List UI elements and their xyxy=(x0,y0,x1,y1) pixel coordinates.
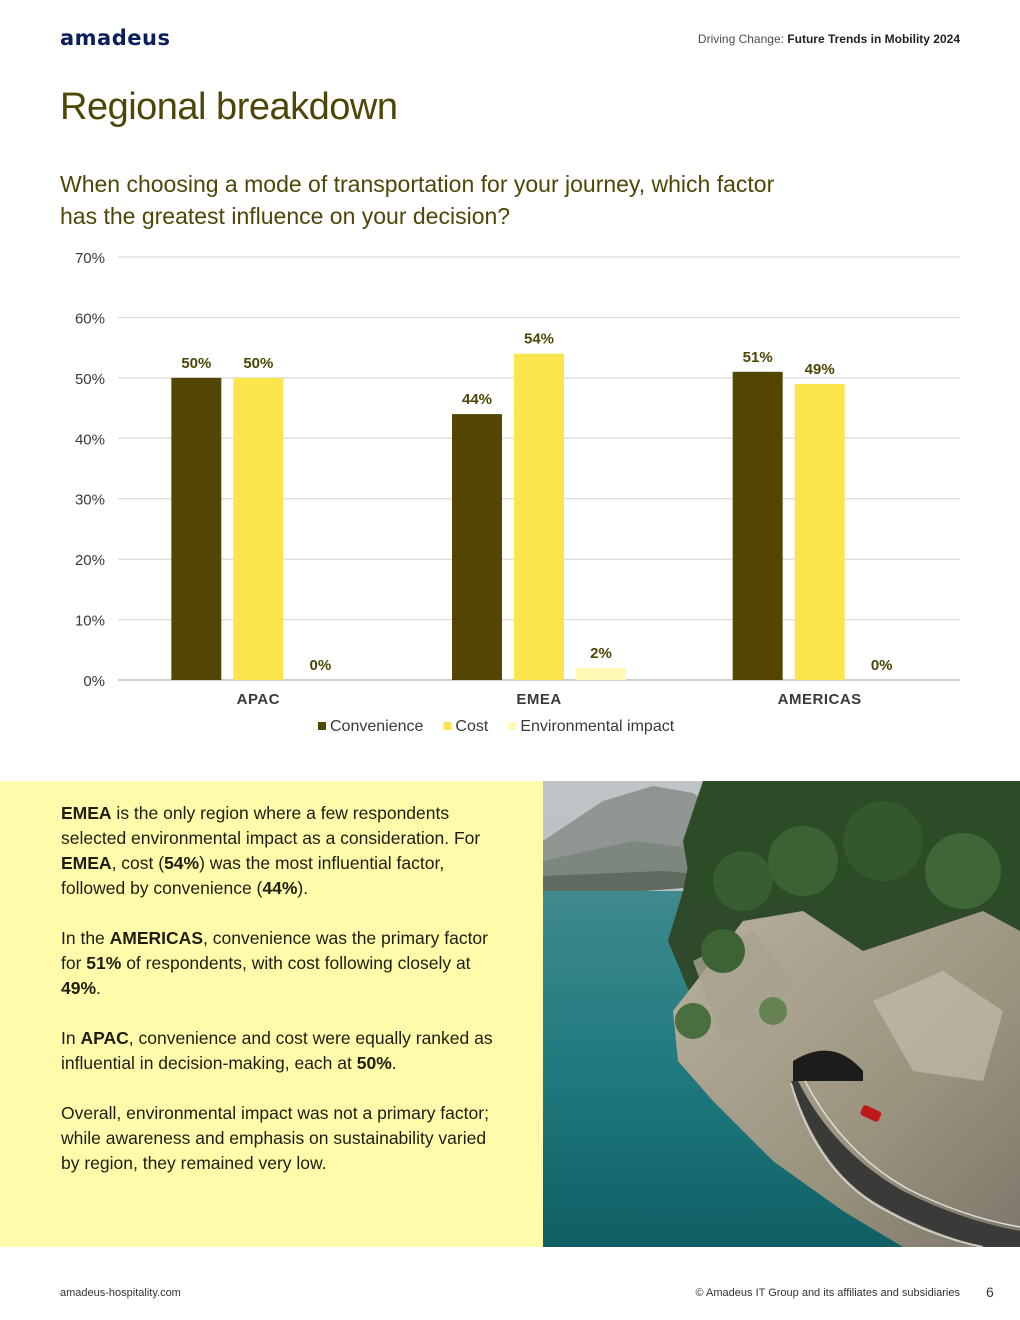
bar-chart xyxy=(40,240,1000,770)
data-label: 0% xyxy=(870,657,893,674)
data-label: 2% xyxy=(590,644,612,662)
data-label: 0% xyxy=(309,657,332,674)
copyright: © Amadeus IT Group and its affiliates and subsidiaries xyxy=(695,1287,960,1299)
data-label: 44% xyxy=(461,391,493,409)
overall-paragraph: Overall, environmental impact was not a primary factor; while awareness and emphasis on sustainability varied by region, they remained very low. xyxy=(61,1103,489,1173)
y-tick-label: 60% xyxy=(74,310,105,328)
legend-swatch xyxy=(508,722,516,730)
bar-convenience xyxy=(171,378,221,680)
chart-question: When choosing a mode of transportation for your journey, which factor has the greatest influence on your decision? xyxy=(60,171,775,229)
y-tick-label: 40% xyxy=(74,431,105,449)
commentary-panel xyxy=(0,781,543,1247)
page-title: Regional breakdown xyxy=(60,86,398,128)
legend-swatch xyxy=(443,722,451,730)
bar-cost xyxy=(514,354,564,680)
page-number: 6 xyxy=(986,1284,994,1300)
x-tick-label: APAC xyxy=(236,691,281,708)
data-label: 49% xyxy=(804,360,835,378)
apac-paragraph: In APAC, convenience and cost were equally ranked as influential in decision-making, each at 50%. xyxy=(61,1028,493,1073)
bar-convenience xyxy=(452,414,502,680)
y-tick-label: 30% xyxy=(74,491,105,509)
y-tick-label: 0% xyxy=(83,673,105,690)
website-link[interactable]: amadeus-hospitality.com xyxy=(60,1287,181,1299)
legend-swatch xyxy=(318,722,326,730)
report-title: Future Trends in Mobility 2024 xyxy=(787,32,960,46)
americas-paragraph: In the AMERICAS, convenience was the primary factor for 51% of respondents, with cost following closely at 49%. xyxy=(61,928,488,998)
amadeus-logo: amadeus xyxy=(60,26,171,50)
data-label: 51% xyxy=(742,348,773,366)
report-header xyxy=(698,32,960,46)
bar-cost xyxy=(795,384,845,680)
y-tick-label: 10% xyxy=(74,612,105,630)
emea-paragraph: EMEA is the only region where a few respondents selected environmental impact as a consideration. For EMEA, cost (54%) was the most influential factor, followed by convenience (44%). xyxy=(61,803,481,898)
legend-label: Convenience xyxy=(330,718,424,735)
data-label: 50% xyxy=(243,354,274,372)
legend-label: Cost xyxy=(455,718,489,735)
x-tick-label: EMEA xyxy=(516,691,562,708)
bar-convenience xyxy=(733,372,783,680)
y-tick-label: 50% xyxy=(74,370,105,388)
legend-label: Environmental impact xyxy=(520,718,675,735)
data-label: 54% xyxy=(523,330,555,348)
data-label: 50% xyxy=(181,354,212,372)
x-tick-label: AMERICAS xyxy=(777,691,862,708)
y-tick-label: 70% xyxy=(74,250,105,267)
bar-cost xyxy=(233,378,283,680)
lake-cliff-tunnel-illustration xyxy=(543,781,1020,1247)
report-prefix: Driving Change: xyxy=(697,32,784,46)
bar-environmental-impact xyxy=(576,668,626,680)
y-tick-label: 20% xyxy=(74,552,105,570)
coastal-road-photo xyxy=(543,781,1020,1247)
